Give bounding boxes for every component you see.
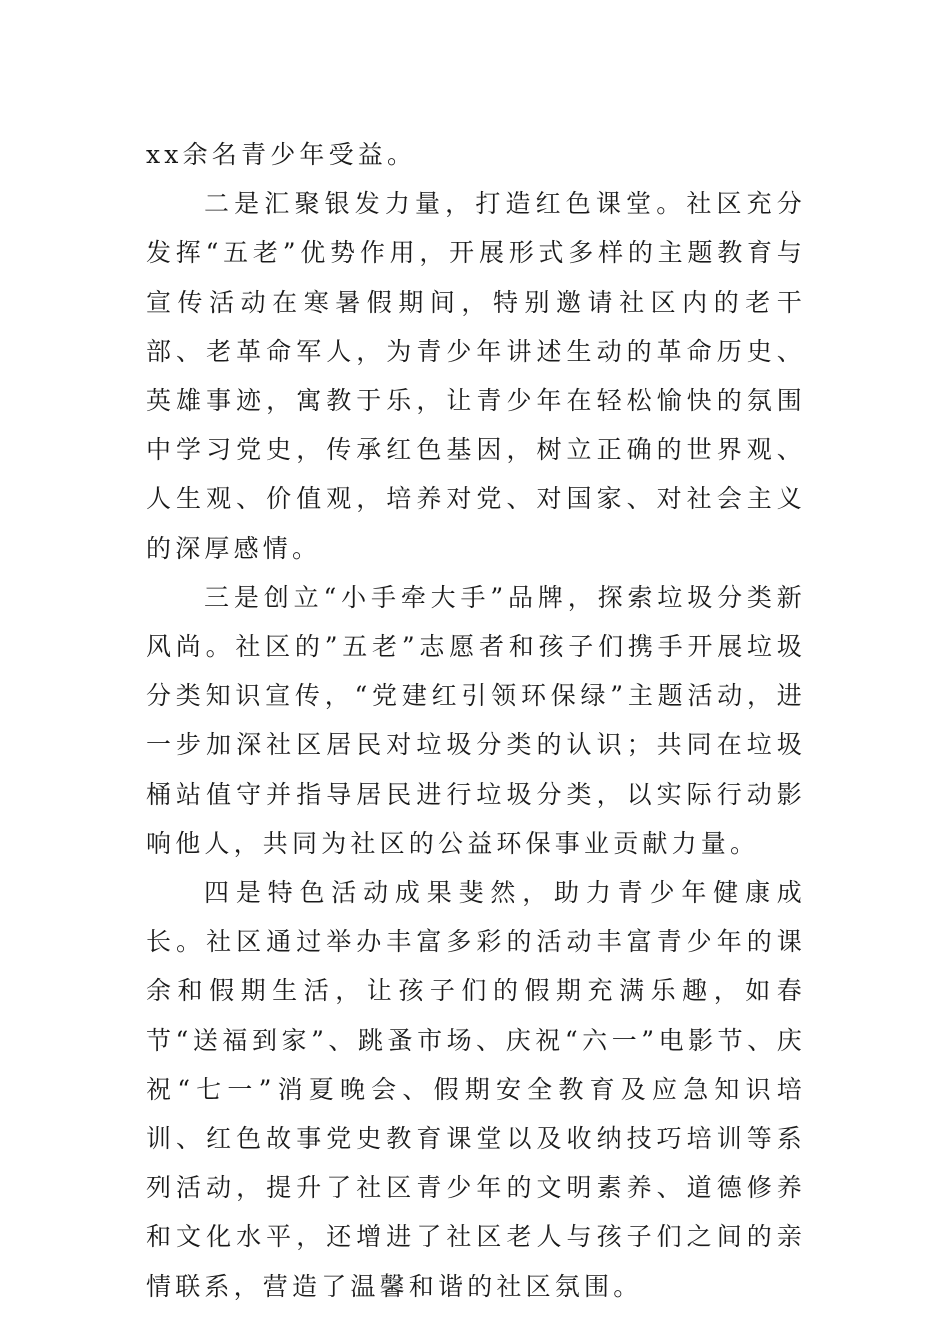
paragraph-continuation: xx余名青少年受益。 — [146, 140, 417, 169]
document-body — [146, 130, 806, 1311]
paragraph-three: 三是创立“小手牵大手”品牌，探索垃圾分类新风尚。社区的”五老”志愿者和孩子们携手开展垃圾分类知识宣传，“党建红引领环保绿”主题活动，进一步加深社区居民对垃圾分类的认识；共同在垃圾桶站值守并指导居民进行垃圾分类，以实际行动影响他人，共同为社区的公益环保事业贡献力量。 — [146, 582, 806, 858]
paragraph-four: 四是特色活动成果斐然，助力青少年健康成长。社区通过举办丰富多彩的活动丰富青少年的课余和假期生活，让孩子们的假期充满乐趣，如春节“送福到家”、跳蚤市场、庆祝“六一”电影节、庆祝“七一”消夏晚会、假期安全教育及应急知识培训、红色故事党史教育课堂以及收纳技巧培训等系列活动，提升了社区青少年的文明素养、道德修养和文化水平，还增进了社区老人与孩子们之间的亲情联系，营造了温馨和谐的社区氛围。 — [146, 878, 806, 1301]
paragraph-two: 二是汇聚银发力量，打造红色课堂。社区充分发挥“五老”优势作用，开展形式多样的主题教育与宣传活动在寒暑假期间，特别邀请社区内的老干部、老革命军人，为青少年讲述生动的革命历史、英雄事迹，寓教于乐，让青少年在轻松愉快的氛围中学习党史，传承红色基因，树立正确的世界观、人生观、价值观，培养对党、对国家、对社会主义的深厚感情。 — [146, 189, 806, 563]
